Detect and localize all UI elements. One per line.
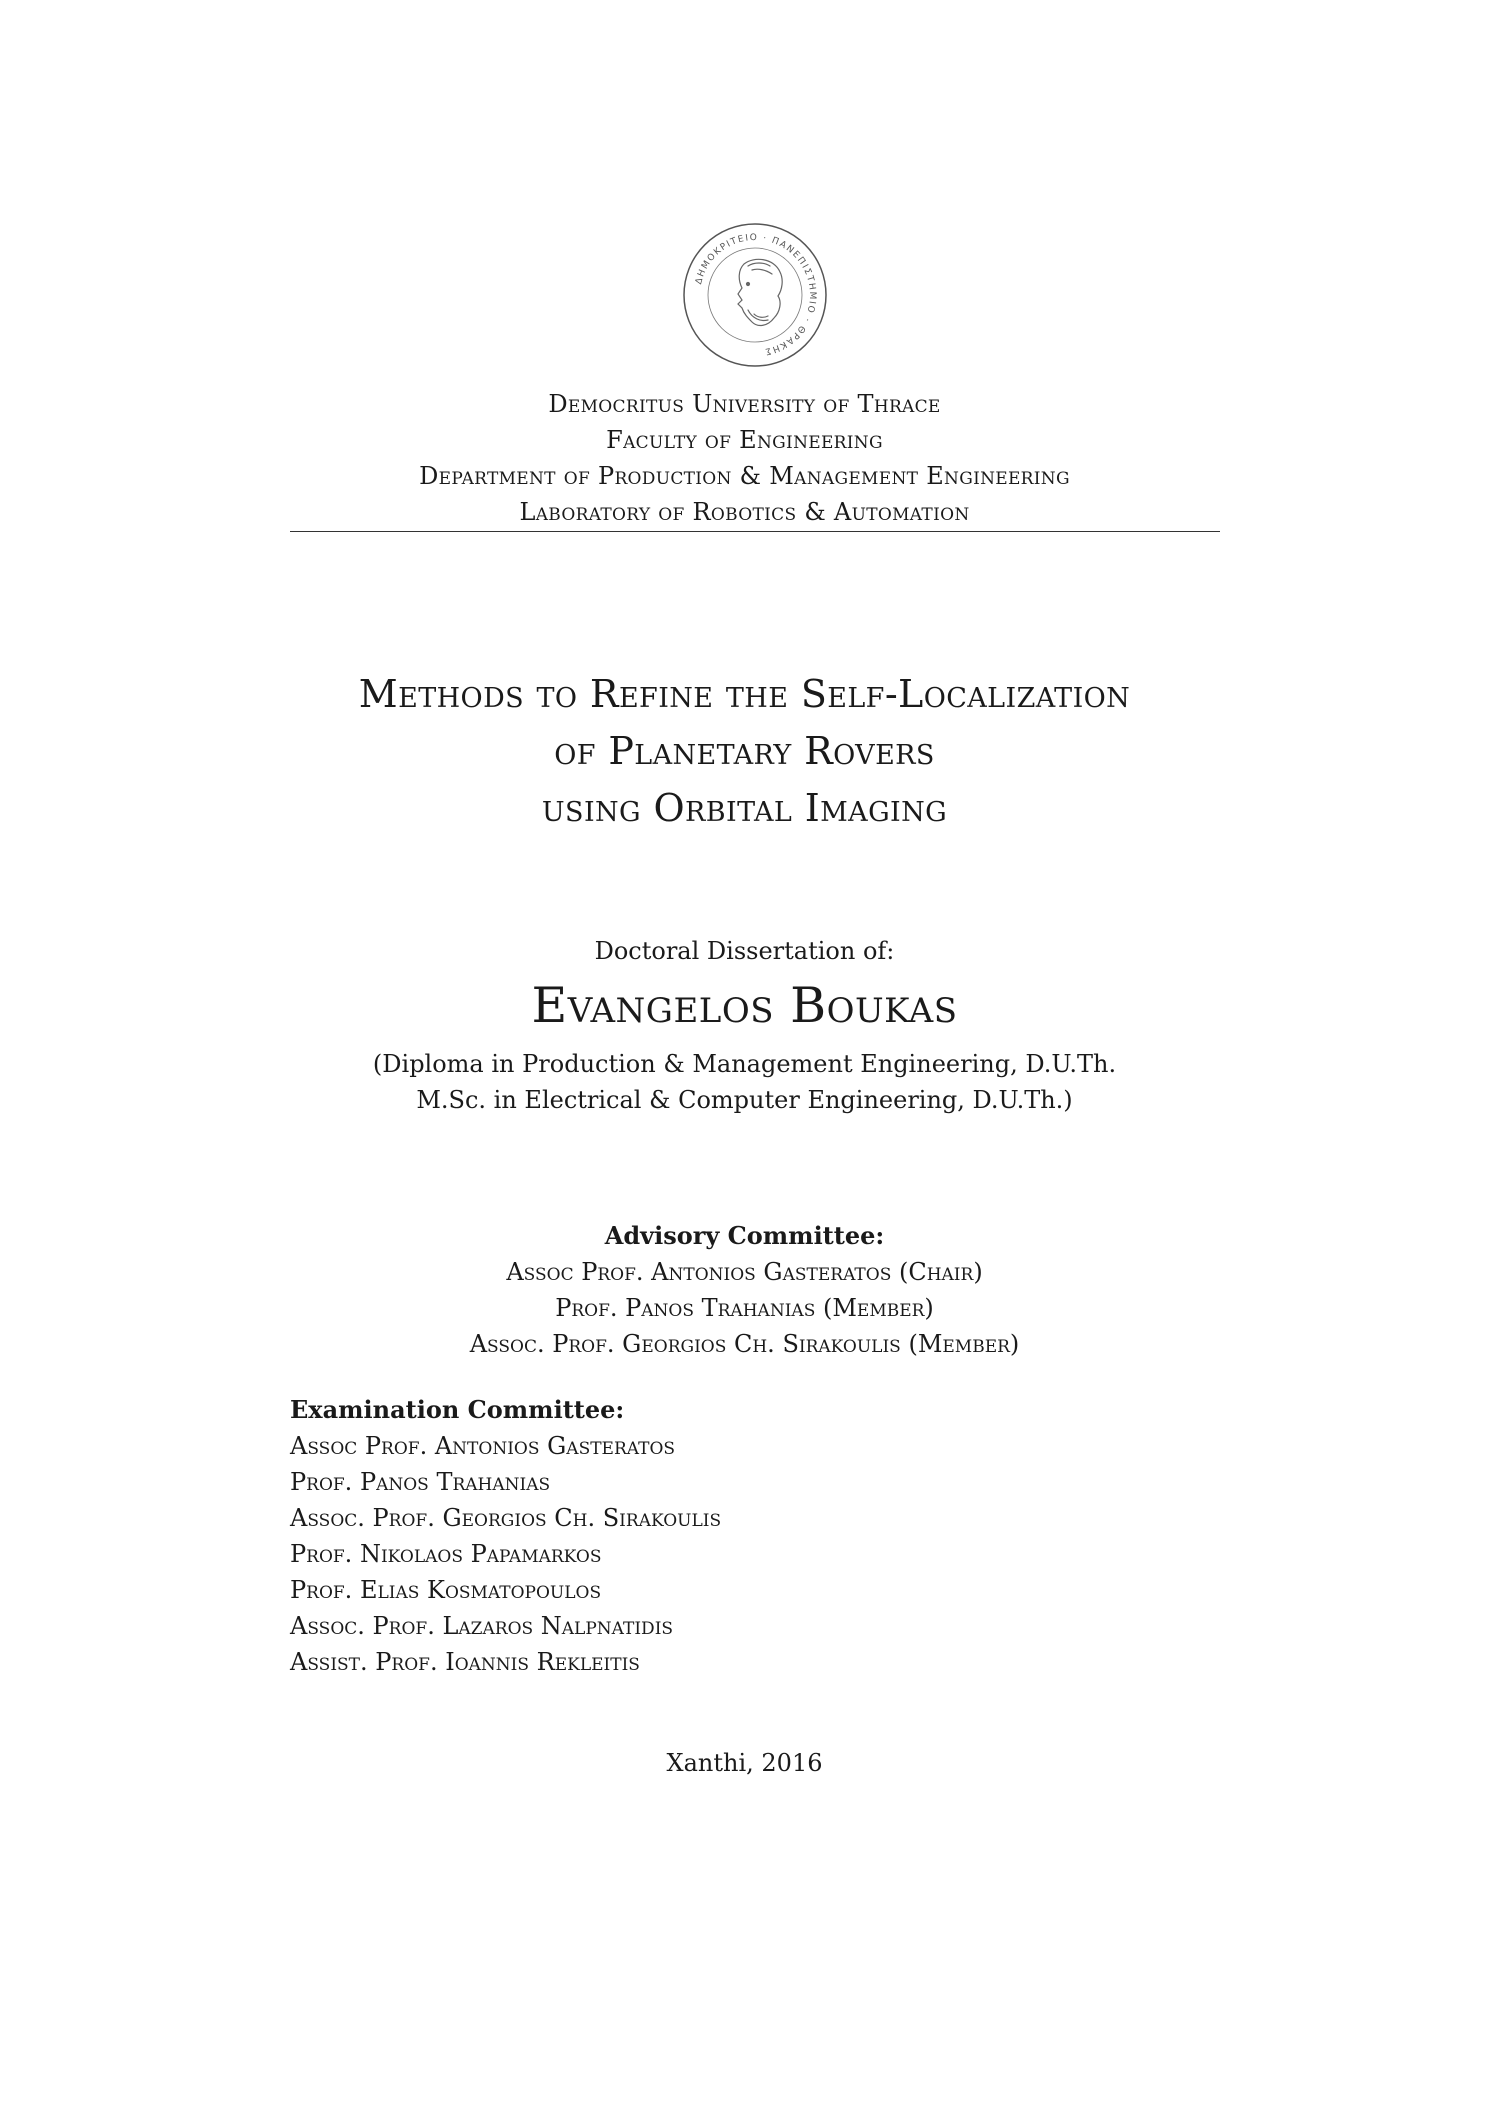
committee-member: Prof. Panos Trahanias xyxy=(290,1468,551,1496)
dissertation-label: Doctoral Dissertation of: xyxy=(594,937,895,965)
committee-member: Assoc Prof. Antonios Gasteratos xyxy=(290,1432,676,1460)
committee-member: Assist. Prof. Ioannis Rekleitis xyxy=(290,1648,640,1676)
faculty-name: Faculty of Engineering xyxy=(606,426,883,454)
committee-member: Prof. Nikolaos Papamarkos xyxy=(290,1540,602,1568)
author-degrees xyxy=(0,1046,1489,1118)
committee-member: Assoc Prof. Antonios Gasteratos (Chair) xyxy=(506,1258,983,1286)
svg-text:ΔΗΜΟΚΡΙΤΕΙΟ · ΠΑΝΕΠΙΣΤΗΜΙΟ · Θ: ΔΗΜΟΚΡΙΤΕΙΟ · ΠΑΝΕΠΙΣΤΗΜΙΟ · ΘΡΑΚΗΣ xyxy=(694,232,818,357)
header-divider xyxy=(290,531,1220,532)
thesis-title xyxy=(0,666,1489,837)
laboratory-name: Laboratory of Robotics & Automation xyxy=(519,498,970,526)
university-name: Democritus University of Thrace xyxy=(548,390,941,418)
examination-committee-heading: Examination Committee: xyxy=(290,1395,625,1424)
place-and-year: Xanthi, 2016 xyxy=(666,1749,823,1777)
examination-committee-list xyxy=(290,1428,721,1680)
title-line: of Planetary Rovers xyxy=(554,729,935,773)
title-line: using Orbital Imaging xyxy=(541,786,948,830)
university-seal-logo xyxy=(682,222,828,368)
author-name: Evangelos Boukas xyxy=(531,977,958,1034)
advisory-committee-list xyxy=(0,1254,1489,1362)
department-name: Department of Production & Management Engineering xyxy=(419,462,1070,490)
committee-member: Assoc. Prof. Georgios Ch. Sirakoulis (Member) xyxy=(469,1330,1020,1358)
committee-member: Prof. Elias Kosmatopoulos xyxy=(290,1576,602,1604)
msc-line: M.Sc. in Electrical & Computer Engineering, D.U.Th.) xyxy=(416,1086,1073,1114)
committee-member: Prof. Panos Trahanias (Member) xyxy=(555,1294,934,1322)
committee-member: Assoc. Prof. Georgios Ch. Sirakoulis xyxy=(290,1504,722,1532)
institution-block xyxy=(0,386,1489,530)
title-line: Methods to Refine the Self-Localization xyxy=(358,672,1131,716)
diploma-line: (Diploma in Production & Management Engineering, D.U.Th. xyxy=(372,1050,1117,1078)
committee-member: Assoc. Prof. Lazaros Nalpnatidis xyxy=(290,1612,674,1640)
examination-committee xyxy=(290,1392,721,1680)
advisory-committee-heading: Advisory Committee: xyxy=(604,1221,885,1250)
